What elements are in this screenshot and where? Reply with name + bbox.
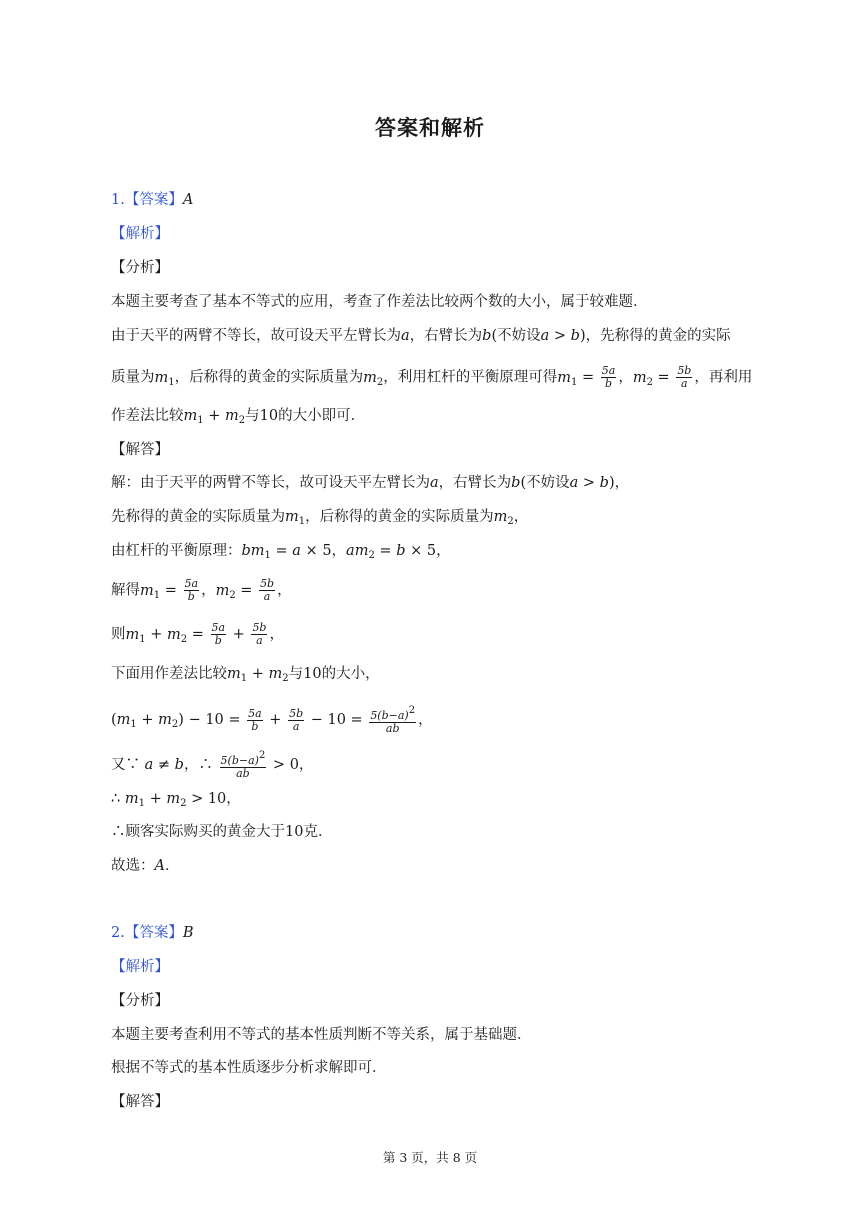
text: 故选： — [111, 858, 155, 874]
text: 质量为 — [111, 369, 155, 386]
q1-solution-line3: 由杠杆的平衡原理：$bm_1 = a \times 5$，$am_2 = b \times 5$， — [111, 543, 451, 561]
q1-solution-line4: 解得$m_1$ = $\frac{5a}{b}$ ，$m_2$ = $\frac{5b}{a}$ ， — [111, 577, 292, 603]
text: ， — [513, 509, 529, 525]
q1-solution-line7: $(m_1 + m_2) - 10$ = $\frac{5a}{b}$ + $\frac{5b}{a}$ − 10 = $\frac{5(b-a)^2}{ab}$ ， — [111, 705, 433, 735]
q1-answer-tag: 【答案】 — [124, 192, 183, 208]
q1-analysis-line3: 质量为$m_1$，后称得的黄金的实际质量为$m_2$，利用杠杆的平衡原理可得$m_1$ = $\frac{5a}{b}$ ，$m_2$ = $\frac{5b}{a}$ ，再利用 — [111, 364, 753, 390]
text: ，后称得的黄金的实际质量为 — [305, 509, 494, 525]
text: ，再利用 — [694, 369, 753, 386]
text: 由于天平的两臂不等长，故可设天平左臂长为 — [111, 328, 401, 344]
q2-answer-tag: 【答案】 — [124, 925, 183, 941]
text: (不妨设 — [520, 475, 570, 491]
q2-answer-line — [111, 923, 194, 943]
q1-jiexi: 【解析】 — [111, 226, 169, 242]
q2-number: 2. — [111, 925, 125, 941]
q1-analysis-line1: 本题主要考查了基本不等式的应用，考查了作差法比较两个数的大小，属于较难题． — [111, 294, 648, 310]
answer-letter: A — [154, 858, 165, 874]
text: 作差法比较 — [111, 408, 184, 424]
text: ，∴ — [183, 757, 218, 773]
text: 与10的大小， — [288, 666, 380, 682]
q1-analysis-line4: 作差法比较$m_1 + m_2$与10的大小即可． — [111, 408, 366, 426]
q1-analysis-line2: 由于天平的两臂不等长，故可设天平左臂长为a，右臂长为b(不妨设a > b)，先称得的黄金的实际 — [111, 328, 731, 344]
page-title: 答案和解析 — [375, 116, 485, 140]
text: 先称得的黄金的实际质量为 — [111, 509, 285, 525]
fraction: $\frac{5(b-a)^2}{ab}$ — [370, 705, 416, 735]
q1-solution-line1: 解：由于天平的两臂不等长，故可设天平左臂长为a，右臂长为b(不妨设a > b)， — [111, 475, 630, 491]
text: 与10的大小即可． — [245, 408, 366, 424]
q1-solution-line8: 又∵ a ≠ b，∴ $\frac{5(b-a)^2}{ab}$ > 0， — [111, 750, 314, 780]
text: 由杠杆的平衡原理： — [111, 543, 242, 559]
text: 下面用作差法比较 — [111, 666, 227, 682]
q1-jieda: 【解答】 — [111, 442, 169, 458]
fraction: $\frac{5a}{b}$ — [601, 364, 616, 390]
q1-solution-line2: 先称得的黄金的实际质量为$m_1$，后称得的黄金的实际质量为$m_2$， — [111, 509, 529, 527]
fraction: $\frac{5a}{b}$ — [184, 577, 199, 603]
text: ，右臂长为 — [409, 328, 483, 344]
fraction: $\frac{5b}{a}$ — [677, 364, 692, 390]
q2-fenxi: 【分析】 — [111, 993, 169, 1009]
text: 解：由于天平的两臂不等长，故可设天平左臂长为 — [111, 475, 430, 491]
q2-analysis-line2: 根据不等式的基本性质逐步分析求解即可． — [111, 1060, 387, 1076]
q1-solution-line6: 下面用作差法比较$m_1 + m_2$与10的大小， — [111, 666, 380, 684]
page-footer: 第 3 页，共 8 页 — [382, 1150, 478, 1165]
fraction: $\frac{5b}{a}$ — [252, 621, 267, 647]
q2-answer-value: B — [182, 925, 194, 941]
q1-answer-value: A — [182, 192, 194, 208]
text: (不妨设 — [491, 328, 541, 344]
q1-solution-line9: ∴ $m_1 + m_2 > 10$， — [111, 791, 241, 809]
q1-solution-line11 — [111, 856, 179, 876]
text: ，右臂长为 — [438, 475, 512, 491]
q1-solution-line5: 则$m_1 + m_2$ = $\frac{5a}{b}$ + $\frac{5b}{a}$ ， — [111, 621, 284, 647]
fraction: $\frac{5(b-a)^2}{ab}$ — [220, 750, 266, 780]
fraction: $\frac{5b}{a}$ — [289, 706, 304, 733]
q2-jiexi: 【解析】 — [111, 959, 169, 975]
q2-jieda: 【解答】 — [111, 1094, 169, 1110]
text: )， — [608, 475, 630, 491]
text: )，先称得的黄金的实际 — [579, 328, 731, 344]
fraction: $\frac{5b}{a}$ — [260, 577, 275, 603]
text: 则 — [111, 626, 126, 643]
fraction: $\frac{5a}{b}$ — [211, 621, 226, 647]
q2-analysis-line1: 本题主要考查利用不等式的基本性质判断不等关系，属于基础题． — [111, 1027, 532, 1043]
text: ，后称得的黄金的实际质量为 — [174, 369, 364, 386]
text: 又∵ — [111, 757, 145, 773]
q1-answer-line — [111, 190, 193, 210]
text: ∴ — [111, 791, 125, 807]
text: ，利用杠杆的平衡原理可得 — [383, 369, 558, 386]
q1-fenxi: 【分析】 — [111, 260, 169, 276]
text: ． — [164, 858, 180, 874]
q1-number: 1. — [111, 192, 125, 208]
fraction: $\frac{5a}{b}$ — [248, 706, 262, 733]
text: 解得 — [111, 582, 140, 599]
q1-solution-line10: ∴顾客实际购买的黄金大于10克． — [111, 824, 333, 840]
